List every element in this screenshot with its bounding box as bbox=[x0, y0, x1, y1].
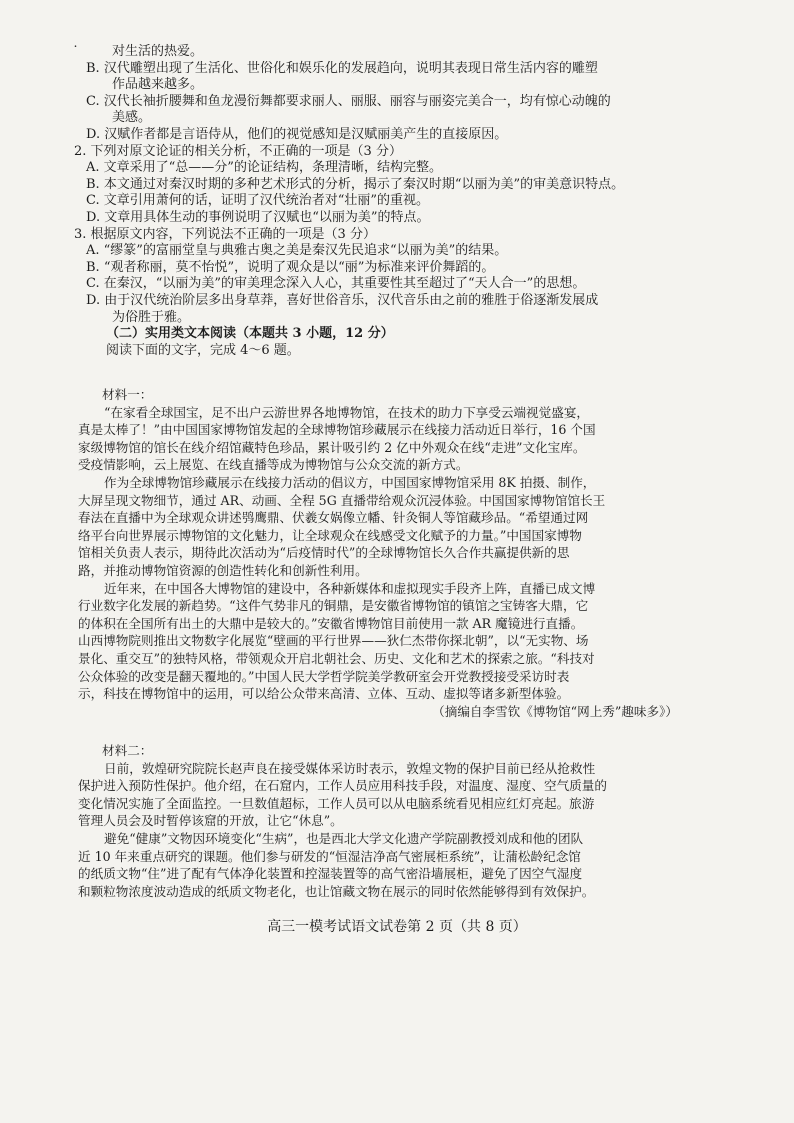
q2-option-b: B. 本文通过对秦汉时期的多种艺术形式的分析，揭示了秦汉时期“以丽为美”的审美意识特点。 bbox=[86, 176, 625, 192]
paragraph-line: 春法在直播中为全球观众讲述鸮鹰鼎、伏羲女娲像立幡、针灸铜人等馆藏珍品。“希望通过网 bbox=[78, 510, 589, 526]
paragraph-line: 路，并推动博物馆资源的创造性转化和创新性利用。 bbox=[78, 562, 368, 578]
paragraph-line: 日前，敦煌研究院院长赵声良在接受媒体采访时表示，敦煌文物的保护目前已经从抢救性 bbox=[104, 760, 596, 776]
paragraph-line: 受疫情影响，云上展览、在线直播等成为博物馆与公众交流的新方式。 bbox=[78, 457, 469, 473]
paragraph-line: 管理人员会及时暂停该窟的开放，让它“休息”。 bbox=[78, 813, 343, 829]
q2-option-c: C. 文章引用萧何的话，证明了汉代统治者对“壮丽”的重视。 bbox=[86, 193, 430, 209]
material-one-label: 材料一： bbox=[102, 387, 153, 402]
paragraph-line: “在家看全球国宝，足不出户云游世界各地博物馆，在技术的助力下享受云端视觉盛宴， bbox=[104, 404, 590, 420]
paragraph-line: 公众体验的改变是翻天覆地的。”中国人民大学哲学院美学教研室会开党教授接受采访时表 bbox=[78, 668, 570, 684]
paragraph-line: 的体积在全国所有出土的大鼎中是较大的。”安徽省博物馆目前使用一款 AR 魔镜进行直播。 bbox=[78, 615, 584, 631]
paragraph-line: 变化情况实施了全面监控。一旦数值超标，工作人员可以从电脑系统看见相应红灯亮起。旅游 bbox=[78, 795, 595, 811]
paragraph-line: 保护进入预防性保护。他介绍，在石窟内，工作人员应用科技手段，对温度、湿度、空气质量的 bbox=[78, 778, 607, 794]
material-one-source: （摘编自李雪钦《博物馆“网上秀”趣味多》） bbox=[432, 703, 678, 719]
q1-option-c: C. 汉代长袖折腰舞和鱼龙漫衍舞都要求丽人、丽服、丽容与丽姿完美合一，均有惊心动魄的 bbox=[86, 93, 611, 109]
paragraph-line: 山西博物院则推出文物数字化展览“壁画的平行世界——狄仁杰带你探北朝”，以“无实物、场 bbox=[78, 633, 589, 649]
paragraph-line: 避免“健康”文物因环境变化“生病”，也是西北大学文化遗产学院副教授刘成和他的团队 bbox=[104, 830, 584, 846]
paragraph-line: 真是太棒了！”由中国国家博物馆发起的全球博物馆珍藏展示在线接力活动近日举行，16 个国 bbox=[78, 422, 596, 438]
section-title: （二）实用类文本阅读（本题共 3 小题，12 分） bbox=[106, 326, 394, 342]
paragraph-line: 行业数字化发展的新趋势。“这件气势非凡的铜鼎，是安徽省博物馆的镇馆之宝铸客大鼎，它 bbox=[78, 598, 589, 614]
q1-a-tail: 对生活的热爱。 bbox=[112, 44, 204, 59]
section-instruction: 阅读下面的文字，完成 4～6 题。 bbox=[106, 342, 300, 358]
q1-option-b-cont: 作品越来越多。 bbox=[112, 77, 204, 93]
q3-stem: 3. 根据原文内容，下列说法不正确的一项是（3 分） bbox=[74, 226, 376, 242]
paragraph-line: 示，科技在博物馆中的运用，可以给公众带来高清、立体、互动、虚拟等诸多新型体验。 bbox=[78, 686, 570, 702]
q1-option-b: B. 汉代雕塑出现了生活化、世俗化和娱乐化的发展趋向，说明其表现日常生活内容的雕塑 bbox=[86, 60, 598, 76]
paragraph-line: 景化、重交互”的独特风格，带领观众开启北朝社会、历史、文化和艺术的探索之旅。“科技对 bbox=[78, 650, 595, 666]
paragraph-line: 作为全球博物馆珍藏展示在线接力活动的倡议方，中国国家博物馆采用 8K 拍摄、制作， bbox=[104, 474, 596, 490]
q2-option-a: A. 文章采用了“总——分”的论证结构，条理清晰，结构完整。 bbox=[86, 160, 442, 176]
material-one bbox=[78, 386, 678, 720]
paragraph-line: 近年来，在中国各大博物馆的建设中，各种新媒体和虚拟现实手段齐上阵，直播已成文博 bbox=[104, 580, 596, 596]
q3-option-d: D. 由于汉代统治阶层多出身草莽，喜好世俗音乐，汉代音乐由之前的雅胜于俗逐渐发展成 bbox=[86, 292, 599, 308]
q1-option-c-cont: 美感。 bbox=[112, 110, 152, 126]
page-footer: 高三一模考试语文试卷第 2 页（共 8 页） bbox=[267, 919, 527, 935]
material-two-label: 材料二： bbox=[102, 743, 153, 758]
paragraph-line: 家级博物馆的馆长在线介绍馆藏特色珍品，累计吸引约 2 亿中外观众在线“走进”文化宝库。 bbox=[78, 439, 586, 455]
q3-option-b: B. “观者称丽，莫不怡悦”，说明了观众是以“丽”为标准来评价舞蹈的。 bbox=[86, 259, 495, 275]
q3-option-c: C. 在秦汉，“以丽为美”的审美理念深入人心，其重要性其至超过了“天人合一”的思想。 bbox=[86, 276, 586, 292]
q2-stem: 2. 下列对原文论证的相关分析，不正确的一项是（3 分） bbox=[74, 143, 402, 159]
material-two bbox=[78, 742, 678, 900]
stray-mark: ˙ bbox=[72, 44, 79, 60]
paragraph-line: 近 10 年来重点研究的课题。他们参与研发的“恒湿洁净高气密展柜系统”，让蒲松龄纪念馆 bbox=[78, 848, 581, 864]
q1-option-d: D. 汉赋作者都是言语侍从，他们的视觉感知是汉赋丽美产生的直接原因。 bbox=[86, 126, 508, 142]
paragraph-line: 大屏呈现文物细节，通过 AR、动画、全程 5G 直播带给观众沉浸体验。中国国家博物馆馆长王 bbox=[78, 492, 606, 508]
paragraph-line: 的纸质文物“住”进了配有气体净化装置和控湿装置等的高气密沿墙展柜，避免了因空气湿度 bbox=[78, 866, 583, 882]
paragraph-line: 络平台向世界展示博物馆的文化魅力，让全球观众在线感受文化赋予的力量。”中国国家博物 bbox=[78, 527, 582, 543]
q3-option-d-cont: 为俗胜于雅。 bbox=[112, 309, 191, 325]
q2-option-d: D. 文章用具体生动的事例说明了汉赋也“以丽为美”的特点。 bbox=[86, 209, 430, 225]
paragraph-line: 和颗粒物浓度波动造成的纸质文物老化，也让馆藏文物在展示的同时依然能够得到有效保护。 bbox=[78, 883, 595, 899]
q3-option-a: A. “缪篆”的富丽堂皇与典雅古奥之美是秦汉先民追求“以丽为美”的结果。 bbox=[86, 243, 508, 259]
questions-block bbox=[74, 44, 674, 359]
paragraph-line: 馆相关负责人表示，期待此次活动为“后疫情时代”的全球博物馆长久合作共赢提供新的思 bbox=[78, 545, 570, 561]
